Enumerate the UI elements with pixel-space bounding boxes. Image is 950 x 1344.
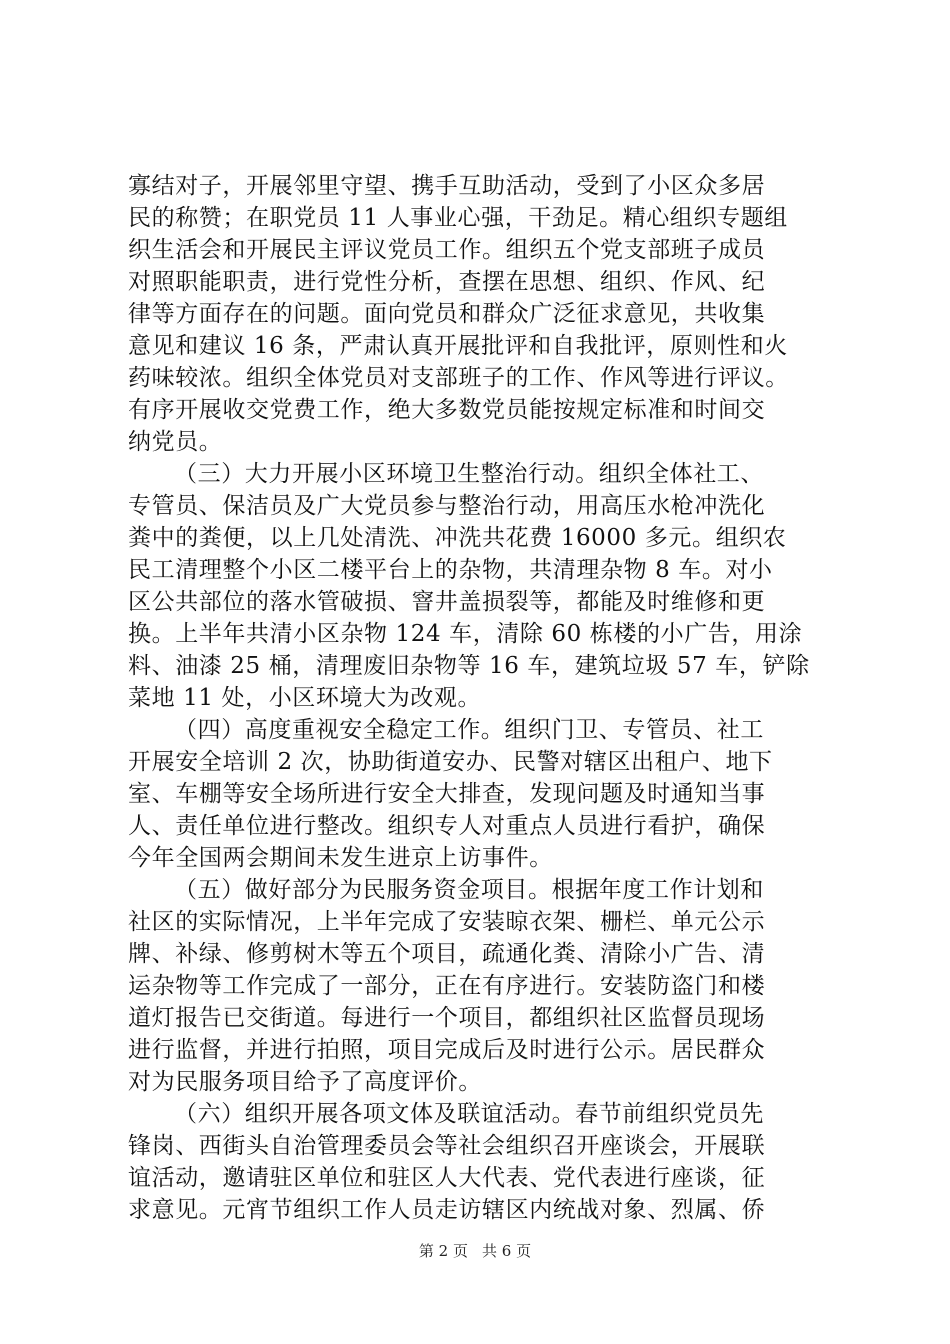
text-line: 换。上半年共清小区杂物 124 车，清除 60 栋楼的小广告，用涂 — [128, 621, 803, 647]
text-line: 民的称赞；在职党员 11 人事业心强，干劲足。精心组织专题组 — [128, 205, 788, 231]
page-footer — [0, 1241, 950, 1261]
text-line: 开展安全培训 2 次，协助街道安办、民警对辖区出租户、地下 — [128, 749, 773, 775]
text-line: 求意见。元宵节组织工作人员走访辖区内统战对象、烈属、侨 — [128, 1197, 766, 1223]
text-line: 意见和建议 16 条，严肃认真开展批评和自我批评，原则性和火 — [128, 333, 788, 359]
text-line: 道灯报告已交街道。每进行一个项目，都组织社区监督员现场 — [128, 1005, 766, 1031]
text-line: 寡结对子，开展邻里守望、携手互助活动，受到了小区众多居 — [128, 173, 766, 199]
text-line: 锋岗、西街头自治管理委员会等社会组织召开座谈会，开展联 — [128, 1133, 766, 1159]
text-line: （四）高度重视安全稳定工作。组织门卫、专管员、社工 — [174, 717, 764, 743]
text-line: 民工清理整个小区二楼平台上的杂物，共清理杂物 8 车。对小 — [128, 557, 773, 583]
text-line: 粪中的粪便，以上几处清洗、冲洗共花费 16000 多元。组织农 — [128, 525, 787, 551]
text-line: （六）组织开展各项文体及联谊活动。春节前组织党员先 — [174, 1101, 764, 1127]
text-line: 区公共部位的落水管破损、窨井盖损裂等，都能及时维修和更 — [128, 589, 766, 615]
text-line: 室、车棚等安全场所进行安全大排查，发现问题及时通知当事 — [128, 781, 766, 807]
text-line: 有序开展收交党费工作，绝大多数党员能按规定标准和时间交 — [128, 397, 766, 423]
text-line: 专管员、保洁员及广大党员参与整治行动，用高压水枪冲洗化 — [128, 493, 766, 519]
page-number: 第 2 页 — [418, 1242, 468, 1260]
text-line: 药味较浓。组织全体党员对支部班子的工作、作风等进行评议。 — [128, 365, 789, 391]
text-line: 织生活会和开展民主评议党员工作。组织五个党支部班子成员 — [128, 237, 766, 263]
text-line: 牌、补绿、修剪树木等五个项目，疏通化粪、清除小广告、清 — [128, 941, 766, 967]
text-line: （三）大力开展小区环境卫生整治行动。组织全体社工、 — [174, 461, 764, 487]
page-total: 共 6 页 — [482, 1242, 532, 1260]
text-line: 对照职能职责，进行党性分析，查摆在思想、组织、作风、纪 — [128, 269, 766, 295]
text-line: 运杂物等工作完成了一部分，正在有序进行。安装防盗门和楼 — [128, 973, 766, 999]
document-body — [128, 170, 848, 1226]
text-line: 纳党员。 — [128, 429, 223, 455]
text-line: 料、油漆 25 桶，清理废旧杂物等 16 车，建筑垃圾 57 车，铲除 — [128, 653, 810, 679]
text-line: 对为民服务项目给予了高度评价。 — [128, 1069, 482, 1095]
text-line: 律等方面存在的问题。面向党员和群众广泛征求意见，共收集 — [128, 301, 766, 327]
text-line: 人、责任单位进行整改。组织专人对重点人员进行看护，确保 — [128, 813, 766, 839]
text-line: 进行监督，并进行拍照，项目完成后及时进行公示。居民群众 — [128, 1037, 766, 1063]
text-line: 社区的实际情况，上半年完成了安装晾衣架、栅栏、单元公示 — [128, 909, 766, 935]
text-line: 今年全国两会期间未发生进京上访事件。 — [128, 845, 553, 871]
text-line: （五）做好部分为民服务资金项目。根据年度工作计划和 — [174, 877, 764, 903]
text-line: 谊活动，邀请驻区单位和驻区人大代表、党代表进行座谈，征 — [128, 1165, 766, 1191]
text-line: 菜地 11 处，小区环境大为改观。 — [128, 685, 482, 711]
